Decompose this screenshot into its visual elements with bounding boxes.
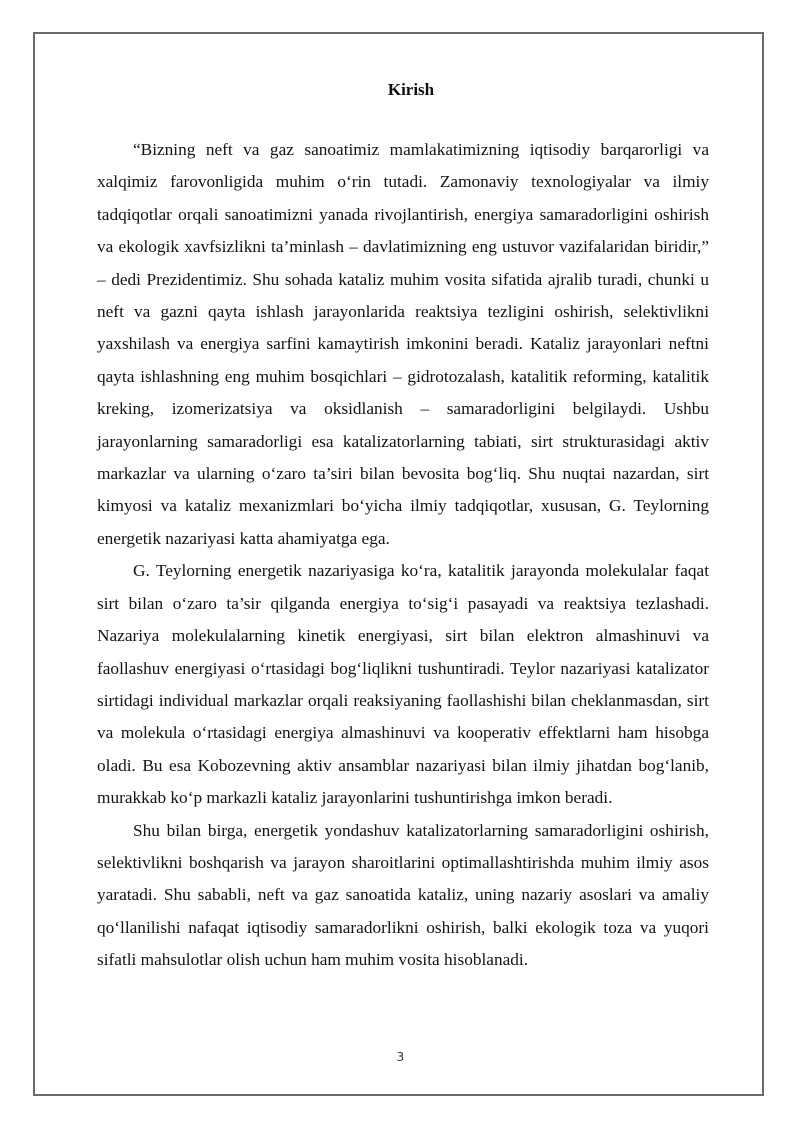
paragraph-3: Shu bilan birga, energetik yondashuv katalizatorlarning samaradorligini oshirish, selektivlikni boshqarish va jarayon sharoitlarini optimallashtirishda muhim ilmiy asos yaratadi. Shu sababli, neft va gaz sanoatida kataliz, uning nazariy asoslari va amaliy qo‘llanilishi nafaqat iqtisodiy samaradorlikni oshirish, balki ekologik toza va yuqori sifatli mahsulotlar olish uchun ham muhim vosita hisoblanadi. <box>97 820 709 970</box>
page-number: 3 <box>396 1050 405 1064</box>
section-title: Kirish <box>387 80 435 99</box>
paragraph-2: G. Teylorning energetik nazariyasiga ko‘ra, katalitik jarayonda molekulalar faqat sirt bilan o‘zaro ta’sir qilganda energiya to‘sig‘i pasayadi va reaktsiya tezlashadi. Nazariya molekulalarning kinetik energiyasi, sirt bilan elektron almashinuvi va faollashuv energiyasi o‘rtasidagi bog‘liqlikni tushuntiradi. Teylor nazariyasi katalizator sirtidagi individual markazlar orqali reaksiyaning faollashishi bilan cheklanmasdan, sirt va molekula o‘rtasidagi energiya almashinuvi va kooperativ effektlarni ham hisobga oladi. Bu esa Kobozevning aktiv ansamblar nazariyasi bilan ilmiy jihatdan bog‘lanib, murakkab ko‘p markazli kataliz jarayonlarini tushuntirishga imkon beradi. <box>97 561 709 808</box>
paragraph-1: “Bizning neft va gaz sanoatimiz mamlakatimizning iqtisodiy barqarorligi va xalqimiz farovonligida muhim o‘rin tutadi. Zamonaviy texnologiyalar va ilmiy tadqiqotlar orqali sanoatimizni yanada rivojlantirish, energiya samaradorligini oshirish va ekologik xavfsizlikni ta’minlash – davlatimizning eng ustuvor vazifalaridan biridir,” – dedi Prezidentimiz. Shu sohada kataliz muhim vosita sifatida ajralib turadi, chunki u neft va gazni qayta ishlash jarayonlarida reaktsiya tezligini oshirish, selektivlikni yaxshilash va energiya sarfini kamaytirish imkonini beradi. Kataliz jarayonlari neftni qayta ishlashning eng muhim bosqichlari – gidrotozalash, katalitik reforming, katalitik kreking, izomerizatsiya va oksidlanish – samaradorligini belgilaydi. Ushbu jarayonlarning samaradorligi esa katalizatorlarning tabiati, sirt strukturasidagi aktiv markazlar va ularning o‘zaro ta’siri bilan bevosita bog‘liq. Shu nuqtai nazardan, sirt kimyosi va kataliz mexanizmlari bo‘yicha ilmiy tadqiqotlar, xususan, G. Teylorning energetik nazariyasi katta ahamiyatga ega. <box>97 140 709 548</box>
page-frame <box>33 32 764 1096</box>
page-content <box>97 74 709 977</box>
